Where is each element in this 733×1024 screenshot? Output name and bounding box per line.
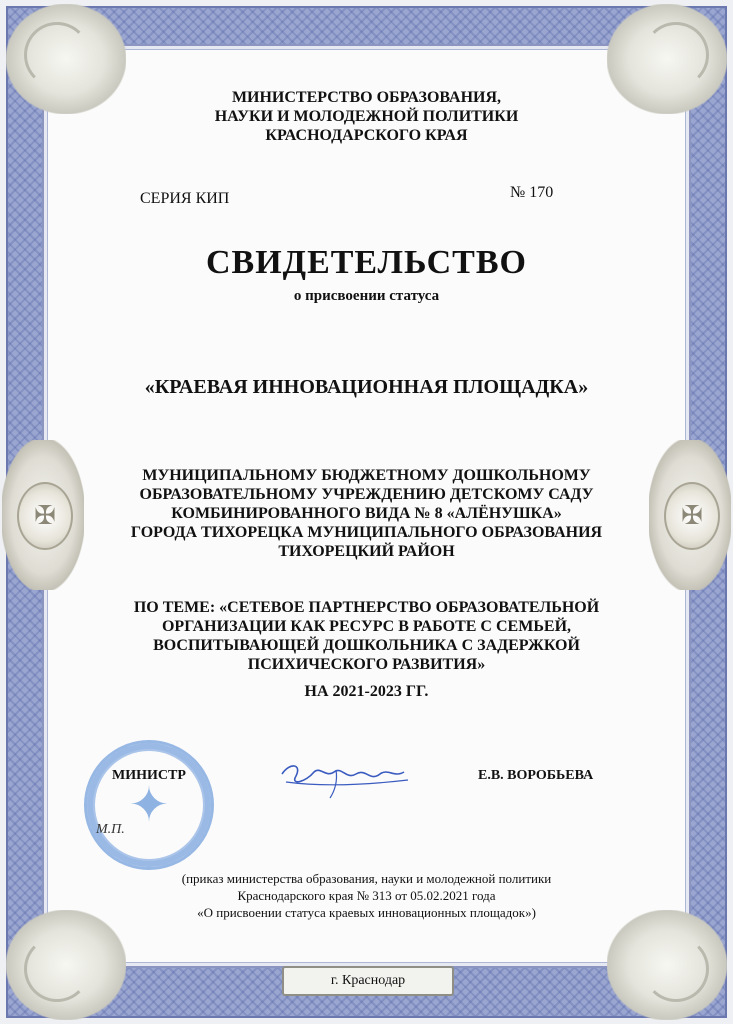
recipient-line: ТИХОРЕЦКИЙ РАЙОН — [278, 543, 455, 560]
document-title: СВИДЕТЕЛЬСТВО — [206, 244, 527, 281]
document-subtitle: о присвоении статуса — [293, 288, 440, 304]
series-label: СЕРИЯ КИП — [140, 190, 230, 207]
recipient-line: ГОРОДА ТИХОРЕЦКА МУНИЦИПАЛЬНОГО ОБРАЗОВАНИЯ — [130, 524, 603, 541]
corner-ornament-icon — [6, 910, 126, 1020]
ministry-name — [0, 88, 733, 145]
city-label: г. Краснодар — [282, 966, 454, 996]
topic-line: ПО ТЕМЕ: «СЕТЕВОЕ ПАРТНЕРСТВО ОБРАЗОВАТЕЛЬНОЙ — [133, 599, 600, 616]
topic-line: ВОСПИТЫВАЮЩЕЙ ДОШКОЛЬНИКА С ЗАДЕРЖКОЙ — [153, 637, 580, 654]
ministry-line: НАУКИ И МОЛОДЕЖНОЙ ПОЛИТИКИ — [214, 108, 519, 125]
minister-label: МИНИСТР — [112, 768, 186, 783]
minister-name: Е.В. ВОРОБЬЕВА — [478, 768, 594, 783]
order-line: (приказ министерства образования, науки и молодежной политики — [181, 871, 552, 886]
double-headed-eagle-icon: ✦ — [128, 779, 170, 832]
topic-block — [0, 598, 733, 674]
ministry-line: КРАСНОДАРСКОГО КРАЯ — [265, 127, 468, 144]
certificate-number: № 170 — [510, 184, 554, 201]
corner-ornament-icon — [607, 910, 727, 1020]
order-line: «О присвоении статуса краевых инновационных площадок») — [197, 905, 536, 920]
recipient-line: МУНИЦИПАЛЬНОМУ БЮДЖЕТНОМУ ДОШКОЛЬНОМУ — [142, 467, 591, 484]
recipient-line: ОБРАЗОВАТЕЛЬНОМУ УЧРЕЖДЕНИЮ ДЕТСКОМУ САДУ — [139, 486, 594, 503]
official-seal — [84, 740, 214, 870]
ministry-line: МИНИСТЕРСТВО ОБРАЗОВАНИЯ, — [231, 89, 502, 106]
signature-icon — [276, 752, 416, 802]
topic-line: ПСИХИЧЕСКОГО РАЗВИТИЯ» — [247, 656, 486, 673]
order-reference — [0, 870, 733, 921]
status-name: «КРАЕВАЯ ИННОВАЦИОННАЯ ПЛОЩАДКА» — [144, 376, 589, 398]
recipient-block — [0, 466, 733, 561]
coat-of-arms-icon: ✠ — [664, 482, 720, 550]
topic-line: ОРГАНИЗАЦИИ КАК РЕСУРС В РАБОТЕ С СЕМЬЕЙ, — [161, 618, 572, 635]
coat-of-arms-icon: ✠ — [17, 482, 73, 550]
stamp-place-label: М.П. — [96, 822, 125, 837]
recipient-line: КОМБИНИРОВАННОГО ВИДА № 8 «АЛЁНУШКА» — [171, 505, 562, 522]
order-line: Краснодарского края № 313 от 05.02.2021 года — [237, 888, 496, 903]
topic-period: НА 2021-2023 ГГ. — [304, 683, 429, 700]
